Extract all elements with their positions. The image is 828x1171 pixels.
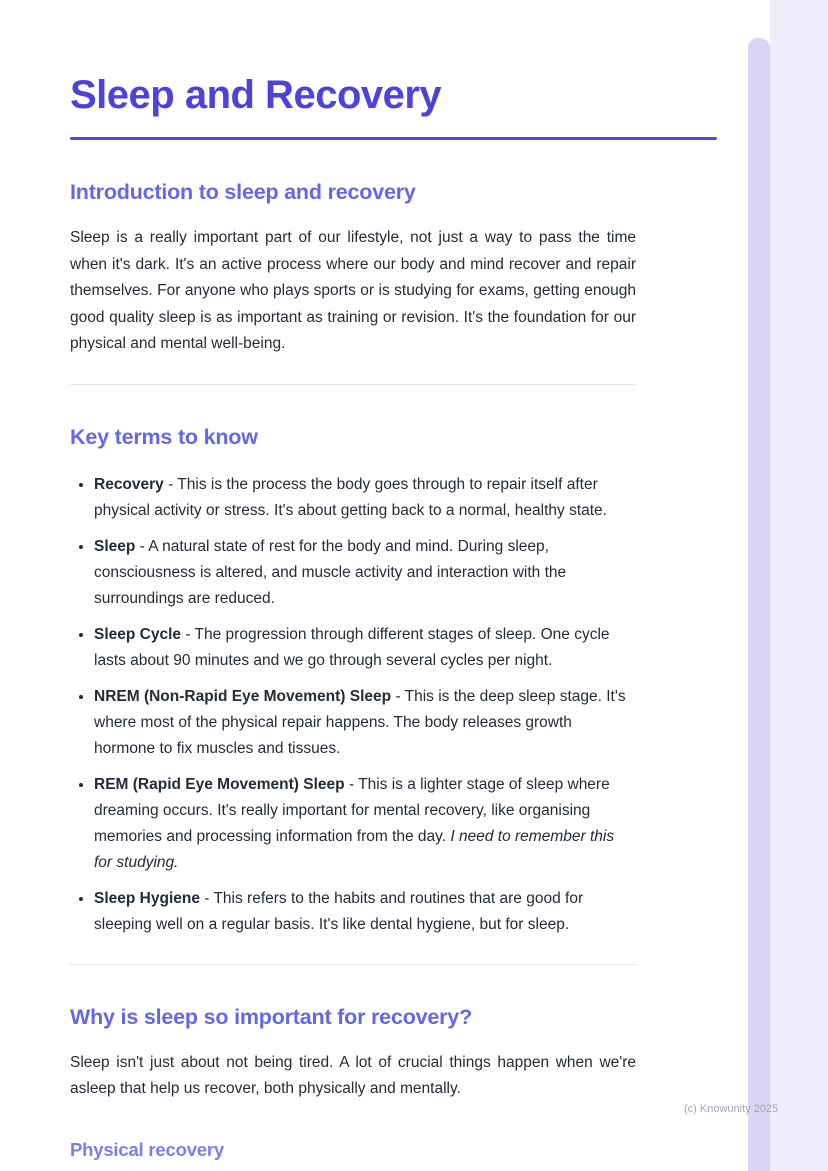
list-item-sleep bbox=[94, 534, 636, 612]
term-description: - This is a lighter stage of sleep where dreaming occurs. It's really important for mental recovery, like organising memories and processing information from the day. bbox=[94, 775, 610, 845]
section-divider bbox=[70, 964, 636, 965]
list-item-sleep-hygiene bbox=[94, 886, 636, 938]
term-label: NREM (Non-Rapid Eye Movement) Sleep bbox=[94, 687, 392, 705]
list-item-rem-sleep bbox=[94, 772, 636, 876]
page-title: Sleep and Recovery bbox=[70, 73, 442, 117]
term-note: I need to remember this for studying. bbox=[94, 827, 615, 871]
section-divider bbox=[70, 384, 636, 385]
term-label: Sleep Cycle bbox=[94, 625, 182, 643]
key-terms-list bbox=[70, 472, 636, 938]
scrollbar-thumb[interactable] bbox=[748, 38, 770, 1171]
copyright-watermark: (c) Knowunity 2025 bbox=[684, 1103, 779, 1115]
right-margin-rail bbox=[770, 0, 828, 1171]
list-item-recovery bbox=[94, 472, 636, 524]
term-description: - A natural state of rest for the body and mind. During sleep, consciousness is altered, and muscle activity and interaction with the surroundings are reduced. bbox=[94, 537, 567, 607]
term-label: Sleep bbox=[94, 537, 136, 555]
section-heading-introduction: Introduction to sleep and recovery bbox=[70, 180, 416, 204]
title-underline-rule bbox=[70, 137, 717, 140]
document-content bbox=[70, 0, 717, 1161]
list-item-nrem-sleep bbox=[94, 684, 636, 762]
intro-paragraph: Sleep is a really important part of our lifestyle, not just a way to pass the time when it's dark. It's an active process where our body and mind recover and repair themselves. For anyone who plays sports or is studying for exams, getting enough good quality sleep is as important as training or revision. It's the foundation for our physical and mental well-being. bbox=[70, 229, 636, 352]
section-heading-why-important: Why is sleep so important for recovery? bbox=[70, 1004, 473, 1029]
term-description: - This refers to the habits and routines that are good for sleeping well on a regular basis. It's like dental hygiene, but for sleep. bbox=[94, 889, 584, 933]
list-item-sleep-cycle bbox=[94, 622, 636, 674]
section-why-important bbox=[70, 1005, 717, 1103]
term-description: - This is the deep sleep stage. It's where most of the physical repair happens. The body releases growth hormone to fix muscles and tissues. bbox=[94, 687, 626, 757]
section-introduction bbox=[70, 180, 717, 358]
sub-heading-physical-recovery: Physical recovery bbox=[70, 1138, 224, 1160]
section-physical-recovery bbox=[70, 1139, 717, 1161]
term-description: - The progression through different stages of sleep. One cycle lasts about 90 minutes and we go through several cycles per night. bbox=[94, 625, 610, 669]
section-key-terms bbox=[70, 425, 717, 938]
section-heading-key-terms: Key terms to know bbox=[70, 424, 258, 449]
why-paragraph: Sleep isn't just about not being tired. A lot of crucial things happen when we're asleep that help us recover, both physically and mentally. bbox=[70, 1053, 636, 1097]
term-label: REM (Rapid Eye Movement) Sleep bbox=[94, 775, 345, 793]
term-label: Sleep Hygiene bbox=[94, 889, 200, 907]
term-label: Recovery bbox=[94, 475, 164, 493]
term-description: - This is the process the body goes through to repair itself after physical activity or stress. It's about getting back to a normal, healthy state. bbox=[94, 475, 607, 519]
